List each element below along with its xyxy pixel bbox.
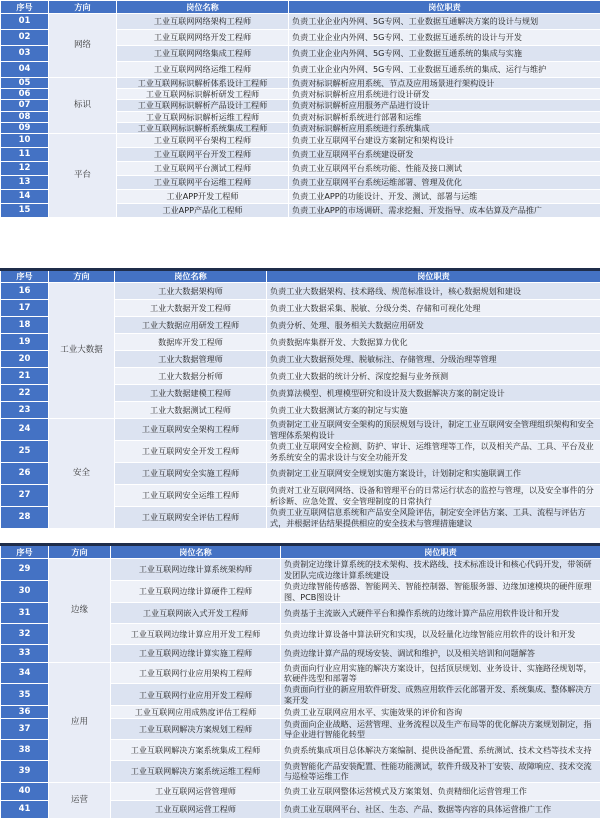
header-direction: 方向 (49, 1, 117, 14)
position-name: 工业互联网标识解析研发工程师 (117, 89, 289, 100)
position-name: 工业互联网网络集成工程师 (117, 46, 289, 62)
position-duty: 负责基于主流嵌入式硬件平台和操作系统的边缘计算产品应用软件设计和开发 (281, 603, 600, 624)
position-name: 工业互联网运营工程师 (111, 800, 281, 818)
row-number: 28 (1, 507, 49, 529)
position-duty: 负责工业APP的市场调研、需求挖掘、开发指导、成本估算及产品推广 (289, 204, 600, 218)
table-separator-1 (0, 268, 600, 271)
table-row (1, 663, 600, 684)
position-name: 工业互联网解决方案系统集成工程师 (111, 740, 281, 761)
position-name: 工业互联网标识解析运维工程师 (117, 111, 289, 122)
position-duty: 负责面向企业战略、运营管理、业务流程以及生产布局等的优化解决方案规划制定，指导企业进行智能化转型 (281, 718, 600, 739)
header-direction: 方向 (49, 546, 111, 559)
position-duty: 负责工业互联网平台系统建设研发 (289, 148, 600, 162)
row-number: 24 (1, 419, 49, 441)
row-number: 21 (1, 368, 49, 385)
position-duty: 负责对标识解析应用系统、节点及应用场景进行架构设计 (289, 78, 600, 89)
table-row (1, 78, 600, 89)
row-number: 05 (1, 78, 49, 89)
direction-cell: 边缘 (49, 559, 111, 663)
position-name: 工业大数据应用研发工程师 (115, 317, 267, 334)
position-name: 工业互联网行业应用架构工程师 (111, 663, 281, 684)
row-number: 22 (1, 385, 49, 402)
job-table-2 (0, 269, 600, 529)
direction-cell: 标识 (49, 78, 117, 134)
row-number: 30 (1, 581, 49, 603)
position-duty: 负责对标识解析应用服务产品进行设计 (289, 100, 600, 111)
row-number: 09 (1, 122, 49, 133)
position-duty: 负责工业大数据架构、技术路线、规范标准设计，核心数据规划和建设 (267, 283, 600, 300)
direction-cell: 网络 (49, 14, 117, 78)
position-duty: 负责工业大数据的统计分析、深度挖掘与业务预测 (267, 368, 600, 385)
position-duty: 负责系统集成项目总体解决方案编制、提供设备配置、系统测试、技术文档等技术支持 (281, 740, 600, 761)
position-name: 工业互联网标识解析产品设计工程师 (117, 100, 289, 111)
position-duty: 负责工业互联网平台系统功能、性能及接口测试 (289, 162, 600, 176)
table-header-row (1, 1, 600, 14)
position-name: 工业互联网安全架构工程师 (115, 419, 267, 441)
header-name: 岗位名称 (117, 1, 289, 14)
row-number: 35 (1, 684, 49, 705)
position-name: 工业互联网平台开发工程师 (117, 148, 289, 162)
row-number: 38 (1, 740, 49, 761)
position-duty: 负责面向行业的新应用软件研发、成熟应用软件云化部署开发、系统集成、整体解决方案开发 (281, 684, 600, 705)
position-duty: 负责工业互联网安全检测、防护、审计、运维管理等工作，以及相关产品、工具、平台及业务系统安全的需求设计与安全功能开发 (267, 441, 600, 463)
header-name: 岗位名称 (115, 270, 267, 283)
row-number: 27 (1, 485, 49, 507)
position-name: 工业互联网平台测试工程师 (117, 162, 289, 176)
row-number: 12 (1, 162, 49, 176)
position-name: 工业互联网安全运维工程师 (115, 485, 267, 507)
position-name: 工业大数据测试工程师 (115, 402, 267, 419)
position-duty: 负责制定边缘计算系统的技术架构、技术路线、技术标准设计和核心代码开发，带领研发团队完成边缘计算系统建设 (281, 559, 600, 581)
position-duty: 负责分析、处理、服务相关大数据应用研发 (267, 317, 600, 334)
position-duty: 负责工业互联网平台系统运维部署、管理及优化 (289, 176, 600, 190)
header-num: 序号 (1, 1, 49, 14)
position-duty: 负责算法模型、机理模型研究和设计及大数据解决方案的制定设计 (267, 385, 600, 402)
row-number: 11 (1, 148, 49, 162)
row-number: 37 (1, 718, 49, 739)
position-name: 工业互联网运营管理师 (111, 782, 281, 800)
row-number: 04 (1, 62, 49, 78)
position-name: 工业大数据分析师 (115, 368, 267, 385)
row-number: 03 (1, 46, 49, 62)
table-row (1, 419, 600, 441)
position-duty: 负责边缘智能传感器、智能网关、智能控制器、智能服务器、边缘加速模块的硬件原理图、PCB图设计 (281, 581, 600, 603)
position-name: 工业大数据建模工程师 (115, 385, 267, 402)
position-duty: 负责工业互联网信息系统和产品安全风险评估，制定安全评估方案、工具、流程与评估方式，并根据评估结果提供相应的安全技术与管理措施建议 (267, 507, 600, 529)
position-name: 工业互联网解决方案系统运维工程师 (111, 761, 281, 782)
position-name: 工业互联网行业应用开发工程师 (111, 684, 281, 705)
position-duty: 负责面向行业应用实施的解决方案设计，包括顶层规划、业务设计、实施路径规划等，软硬件选型和部署等 (281, 663, 600, 684)
position-duty: 负责对工业互联网网络、设备和管理平台的日常运行状态的监控与管理，以及安全事件的分析诊断、应急处置、安全管理制度的日常执行 (267, 485, 600, 507)
position-name: 工业大数据架构师 (115, 283, 267, 300)
row-number: 10 (1, 134, 49, 148)
position-name: 工业APP产品化工程师 (117, 204, 289, 218)
row-number: 34 (1, 663, 49, 684)
position-name: 工业互联网边缘计算应用开发工程师 (111, 624, 281, 645)
row-number: 41 (1, 800, 49, 818)
position-name: 工业互联网标识解析系统集成工程师 (117, 122, 289, 133)
direction-cell: 安全 (49, 419, 115, 529)
row-number: 07 (1, 100, 49, 111)
row-number: 36 (1, 705, 49, 718)
position-name: 工业互联网边缘计算硬件工程师 (111, 581, 281, 603)
position-duty: 负责工业企业内外网、5G专网、工业数据互通解决方案的设计与规划 (289, 14, 600, 30)
row-number: 08 (1, 111, 49, 122)
row-number: 15 (1, 204, 49, 218)
position-duty: 负责工业大数据采集、脱敏、分级分类、存储和可视化处理 (267, 300, 600, 317)
position-name: 工业互联网嵌入式开发工程师 (111, 603, 281, 624)
row-number: 39 (1, 761, 49, 782)
position-name: 工业APP开发工程师 (117, 190, 289, 204)
row-number: 17 (1, 300, 49, 317)
position-name: 工业互联网边缘计算实施工程师 (111, 645, 281, 663)
position-name: 工业互联网标识解析体系设计工程师 (117, 78, 289, 89)
position-duty: 负责工业大数据测试方案的制定与实施 (267, 402, 600, 419)
position-duty: 负责工业大数据预处理、脱敏标注、存储管理、分级治理等管理 (267, 351, 600, 368)
position-name: 工业互联网网络开发工程师 (117, 30, 289, 46)
table-row (1, 14, 600, 30)
row-number: 01 (1, 14, 49, 30)
row-number: 02 (1, 30, 49, 46)
row-number: 33 (1, 645, 49, 663)
position-duty: 负责对标识解析系统进行部署和运维 (289, 111, 600, 122)
row-number: 18 (1, 317, 49, 334)
position-name: 工业互联网解决方案规划工程师 (111, 718, 281, 739)
position-duty: 负责工业互联网平台、社区、生态、产品、数据等内容的具体运营推广工作 (281, 800, 600, 818)
position-name: 工业互联网安全开发工程师 (115, 441, 267, 463)
row-number: 23 (1, 402, 49, 419)
direction-cell: 平台 (49, 134, 117, 218)
position-duty: 负责工业互联网整体运营模式及方案策划、负责精细化运营管理工作 (281, 782, 600, 800)
header-duty: 岗位职责 (289, 1, 600, 14)
table-header-row (1, 270, 600, 283)
position-duty: 负责工业互联网平台建设方案制定和架构设计 (289, 134, 600, 148)
position-name: 数据库开发工程师 (115, 334, 267, 351)
position-name: 工业互联网平台架构工程师 (117, 134, 289, 148)
row-number: 20 (1, 351, 49, 368)
direction-cell: 应用 (49, 663, 111, 783)
position-duty: 负责对标识解析应用系统进行设计研发 (289, 89, 600, 100)
position-name: 工业互联网网络架构工程师 (117, 14, 289, 30)
row-number: 31 (1, 603, 49, 624)
table-header-row (1, 546, 600, 559)
position-duty: 负责边缘计算设备中算法研究和实现，以及轻量化边缘智能应用软件的设计和开发 (281, 624, 600, 645)
header-num: 序号 (1, 270, 49, 283)
job-table-1 (0, 0, 600, 218)
header-name: 岗位名称 (111, 546, 281, 559)
job-table-3 (0, 545, 600, 819)
row-number: 06 (1, 89, 49, 100)
direction-cell: 运营 (49, 782, 111, 818)
position-duty: 负责智能化产品安装配置、性能功能测试，软件升级及补丁安装、故障响应、技术交流与巡检等运维工作 (281, 761, 600, 782)
row-number: 13 (1, 176, 49, 190)
table-row (1, 283, 600, 300)
row-number: 40 (1, 782, 49, 800)
position-duty: 负责数据库集群开发、大数据算力优化 (267, 334, 600, 351)
row-number: 14 (1, 190, 49, 204)
position-name: 工业互联网应用成熟度评估工程师 (111, 705, 281, 718)
position-duty: 负责制定工业互联网安全架构的顶层规划与设计，制定工业互联网安全管理组织架构和安全管理体系架构设计 (267, 419, 600, 441)
table-row (1, 559, 600, 581)
position-name: 工业互联网安全实施工程师 (115, 463, 267, 485)
header-num: 序号 (1, 546, 49, 559)
position-name: 工业互联网平台运维工程师 (117, 176, 289, 190)
row-number: 32 (1, 624, 49, 645)
position-name: 工业互联网边缘计算系统架构师 (111, 559, 281, 581)
header-duty: 岗位职责 (267, 270, 600, 283)
row-number: 26 (1, 463, 49, 485)
position-duty: 负责边缘计算产品的现场安装、调试和维护，以及相关培训和问题解答 (281, 645, 600, 663)
position-duty: 负责工业互联网应用水平、实施效果的评价和咨询 (281, 705, 600, 718)
direction-cell: 工业大数据 (49, 283, 115, 419)
position-duty: 负责工业企业内外网、5G专网、工业数据互通系统的集成、运行与维护 (289, 62, 600, 78)
position-duty: 负责工业企业内外网、5G专网、工业数据互通系统的集成与实施 (289, 46, 600, 62)
table-row (1, 782, 600, 800)
position-duty: 负责对标识解析应用系统进行系统集成 (289, 122, 600, 133)
row-number: 29 (1, 559, 49, 581)
position-name: 工业大数据管理师 (115, 351, 267, 368)
table-separator-2 (0, 543, 600, 546)
table-row (1, 134, 600, 148)
row-number: 16 (1, 283, 49, 300)
header-direction: 方向 (49, 270, 115, 283)
position-duty: 负责制定工业互联网安全规划实施方案设计，计划制定和实施联调工作 (267, 463, 600, 485)
position-duty: 负责工业企业内外网、5G专网、工业数据互通系统的设计与开发 (289, 30, 600, 46)
row-number: 19 (1, 334, 49, 351)
position-name: 工业互联网网络运维工程师 (117, 62, 289, 78)
position-name: 工业大数据开发工程师 (115, 300, 267, 317)
header-duty: 岗位职责 (281, 546, 600, 559)
row-number: 25 (1, 441, 49, 463)
position-name: 工业互联网安全评估工程师 (115, 507, 267, 529)
position-duty: 负责工业APP的功能设计、开发、测试、部署与运维 (289, 190, 600, 204)
